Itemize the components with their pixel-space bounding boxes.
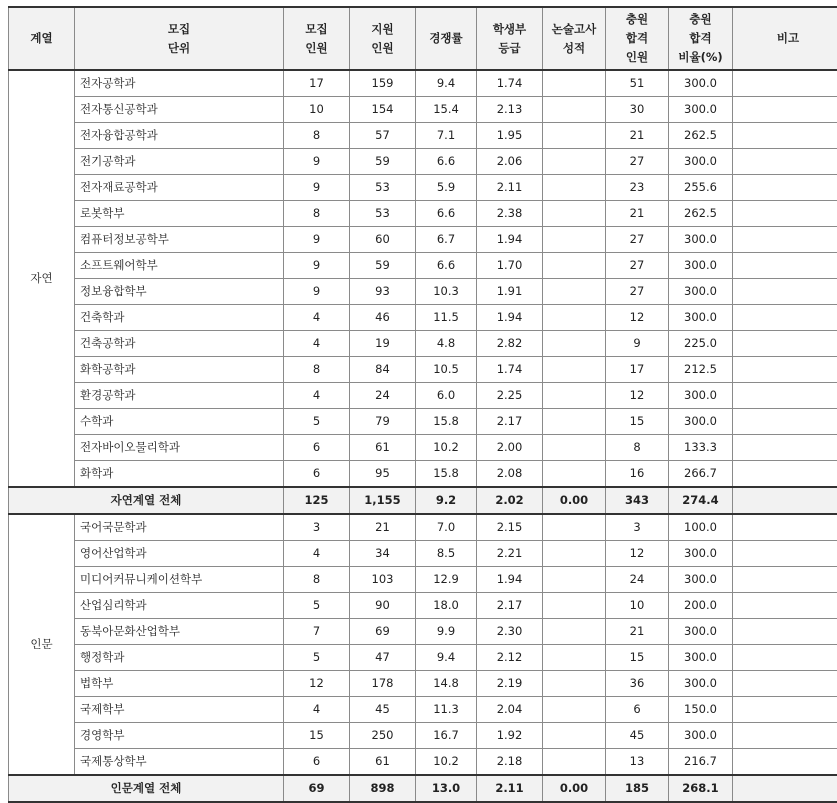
table-row	[9, 514, 837, 541]
note-cell	[733, 409, 837, 435]
note-cell	[733, 514, 837, 541]
passed-cell: 8	[606, 435, 669, 461]
table-body	[9, 70, 837, 802]
competition-cell: 14.8	[416, 671, 477, 697]
competition-cell: 4.8	[416, 331, 477, 357]
passed-cell: 6	[606, 697, 669, 723]
note-cell	[733, 305, 837, 331]
total-passed: 185	[606, 775, 669, 802]
dept-cell: 법학부	[75, 671, 284, 697]
header-competition: 경쟁률	[416, 7, 477, 70]
essay-cell	[543, 305, 606, 331]
total-note	[733, 487, 837, 514]
header-essay: 논술고사 성적	[543, 7, 606, 70]
recruit-cell: 9	[284, 227, 350, 253]
applied-cell: 154	[350, 97, 416, 123]
table-row	[9, 175, 837, 201]
table-row	[9, 461, 837, 488]
ratio-cell: 300.0	[669, 305, 733, 331]
recruit-cell: 4	[284, 697, 350, 723]
passed-cell: 24	[606, 567, 669, 593]
dept-cell: 컴퓨터정보공학부	[75, 227, 284, 253]
passed-cell: 15	[606, 645, 669, 671]
table-row	[9, 253, 837, 279]
passed-cell: 9	[606, 331, 669, 357]
table-row	[9, 671, 837, 697]
passed-cell: 27	[606, 149, 669, 175]
recruit-cell: 4	[284, 305, 350, 331]
applied-cell: 21	[350, 514, 416, 541]
essay-cell	[543, 567, 606, 593]
grade-cell: 2.08	[477, 461, 543, 488]
grade-cell: 1.94	[477, 567, 543, 593]
grade-cell: 2.38	[477, 201, 543, 227]
recruit-cell: 8	[284, 357, 350, 383]
total-grade: 2.11	[477, 775, 543, 802]
ratio-cell: 300.0	[669, 253, 733, 279]
applied-cell: 34	[350, 541, 416, 567]
dept-cell: 전자통신공학과	[75, 97, 284, 123]
competition-cell: 10.2	[416, 435, 477, 461]
note-cell	[733, 97, 837, 123]
note-cell	[733, 279, 837, 305]
dept-cell: 건축공학과	[75, 331, 284, 357]
total-applied: 1,155	[350, 487, 416, 514]
competition-cell: 11.3	[416, 697, 477, 723]
applied-cell: 250	[350, 723, 416, 749]
dept-cell: 화학과	[75, 461, 284, 488]
grade-cell: 2.19	[477, 671, 543, 697]
essay-cell	[543, 70, 606, 97]
header-passed: 충원 합격 인원	[606, 7, 669, 70]
passed-cell: 16	[606, 461, 669, 488]
dept-cell: 국제학부	[75, 697, 284, 723]
essay-cell	[543, 409, 606, 435]
grade-cell: 2.04	[477, 697, 543, 723]
competition-cell: 9.4	[416, 645, 477, 671]
dept-cell: 수학과	[75, 409, 284, 435]
grade-cell: 1.94	[477, 305, 543, 331]
essay-cell	[543, 723, 606, 749]
grade-cell: 1.92	[477, 723, 543, 749]
passed-cell: 27	[606, 279, 669, 305]
grade-cell: 2.12	[477, 645, 543, 671]
competition-cell: 16.7	[416, 723, 477, 749]
grade-cell: 2.18	[477, 749, 543, 776]
dept-cell: 화학공학과	[75, 357, 284, 383]
dept-cell: 행정학과	[75, 645, 284, 671]
essay-cell	[543, 175, 606, 201]
total-ratio: 268.1	[669, 775, 733, 802]
applied-cell: 60	[350, 227, 416, 253]
total-essay: 0.00	[543, 487, 606, 514]
ratio-cell: 200.0	[669, 593, 733, 619]
competition-cell: 7.1	[416, 123, 477, 149]
recruit-cell: 4	[284, 541, 350, 567]
grade-cell: 1.74	[477, 70, 543, 97]
applied-cell: 84	[350, 357, 416, 383]
grade-cell: 1.94	[477, 227, 543, 253]
grade-cell: 2.25	[477, 383, 543, 409]
table-row	[9, 383, 837, 409]
passed-cell: 36	[606, 671, 669, 697]
total-essay: 0.00	[543, 775, 606, 802]
recruit-cell: 8	[284, 123, 350, 149]
ratio-cell: 300.0	[669, 149, 733, 175]
essay-cell	[543, 357, 606, 383]
recruit-cell: 10	[284, 97, 350, 123]
essay-cell	[543, 671, 606, 697]
grade-cell: 1.91	[477, 279, 543, 305]
ratio-cell: 100.0	[669, 514, 733, 541]
table-row	[9, 201, 837, 227]
passed-cell: 23	[606, 175, 669, 201]
table-row	[9, 723, 837, 749]
ratio-cell: 255.6	[669, 175, 733, 201]
header-row	[9, 7, 837, 70]
dept-cell: 국제통상학부	[75, 749, 284, 776]
table-row	[9, 435, 837, 461]
passed-cell: 30	[606, 97, 669, 123]
grade-cell: 2.21	[477, 541, 543, 567]
essay-cell	[543, 593, 606, 619]
total-ratio: 274.4	[669, 487, 733, 514]
total-recruit: 125	[284, 487, 350, 514]
note-cell	[733, 619, 837, 645]
applied-cell: 59	[350, 149, 416, 175]
recruit-cell: 8	[284, 201, 350, 227]
note-cell	[733, 541, 837, 567]
competition-cell: 6.6	[416, 149, 477, 175]
dept-cell: 전자바이오물리학과	[75, 435, 284, 461]
applied-cell: 47	[350, 645, 416, 671]
ratio-cell: 300.0	[669, 723, 733, 749]
recruit-cell: 9	[284, 175, 350, 201]
passed-cell: 12	[606, 383, 669, 409]
dept-cell: 전자재료공학과	[75, 175, 284, 201]
recruit-cell: 8	[284, 567, 350, 593]
table-row	[9, 619, 837, 645]
grade-cell: 2.13	[477, 97, 543, 123]
note-cell	[733, 383, 837, 409]
applied-cell: 90	[350, 593, 416, 619]
ratio-cell: 150.0	[669, 697, 733, 723]
header-ratio: 충원 합격 비율(%)	[669, 7, 733, 70]
applied-cell: 79	[350, 409, 416, 435]
total-label: 인문계열 전체	[9, 775, 284, 802]
grade-cell: 2.06	[477, 149, 543, 175]
total-label: 자연계열 전체	[9, 487, 284, 514]
passed-cell: 13	[606, 749, 669, 776]
essay-cell	[543, 97, 606, 123]
ratio-cell: 300.0	[669, 409, 733, 435]
note-cell	[733, 331, 837, 357]
essay-cell	[543, 383, 606, 409]
note-cell	[733, 697, 837, 723]
note-cell	[733, 749, 837, 776]
table-row	[9, 541, 837, 567]
applied-cell: 61	[350, 749, 416, 776]
table-row	[9, 279, 837, 305]
table-row	[9, 305, 837, 331]
dept-cell: 정보융합학부	[75, 279, 284, 305]
total-competition: 13.0	[416, 775, 477, 802]
recruit-cell: 6	[284, 461, 350, 488]
recruit-cell: 9	[284, 149, 350, 175]
recruit-cell: 12	[284, 671, 350, 697]
note-cell	[733, 357, 837, 383]
ratio-cell: 300.0	[669, 541, 733, 567]
dept-cell: 소프트웨어학부	[75, 253, 284, 279]
passed-cell: 17	[606, 357, 669, 383]
competition-cell: 18.0	[416, 593, 477, 619]
essay-cell	[543, 253, 606, 279]
applied-cell: 95	[350, 461, 416, 488]
dept-cell: 전기공학과	[75, 149, 284, 175]
recruit-cell: 7	[284, 619, 350, 645]
passed-cell: 27	[606, 253, 669, 279]
passed-cell: 12	[606, 541, 669, 567]
total-applied: 898	[350, 775, 416, 802]
competition-cell: 6.6	[416, 253, 477, 279]
recruit-cell: 3	[284, 514, 350, 541]
ratio-cell: 266.7	[669, 461, 733, 488]
competition-cell: 6.7	[416, 227, 477, 253]
total-row	[9, 487, 837, 514]
recruit-cell: 4	[284, 383, 350, 409]
essay-cell	[543, 461, 606, 488]
note-cell	[733, 567, 837, 593]
recruit-cell: 6	[284, 435, 350, 461]
essay-cell	[543, 279, 606, 305]
competition-cell: 8.5	[416, 541, 477, 567]
grade-cell: 1.74	[477, 357, 543, 383]
grade-cell: 1.95	[477, 123, 543, 149]
grade-cell: 2.30	[477, 619, 543, 645]
essay-cell	[543, 227, 606, 253]
competition-cell: 10.3	[416, 279, 477, 305]
essay-cell	[543, 645, 606, 671]
passed-cell: 12	[606, 305, 669, 331]
header-group: 계열	[9, 7, 75, 70]
ratio-cell: 225.0	[669, 331, 733, 357]
ratio-cell: 300.0	[669, 70, 733, 97]
grade-cell: 1.70	[477, 253, 543, 279]
passed-cell: 27	[606, 227, 669, 253]
competition-cell: 6.6	[416, 201, 477, 227]
passed-cell: 51	[606, 70, 669, 97]
competition-cell: 9.9	[416, 619, 477, 645]
dept-cell: 산업심리학과	[75, 593, 284, 619]
grade-cell: 2.11	[477, 175, 543, 201]
passed-cell: 3	[606, 514, 669, 541]
note-cell	[733, 175, 837, 201]
ratio-cell: 216.7	[669, 749, 733, 776]
table-row	[9, 697, 837, 723]
dept-cell: 미디어커뮤니케이션학부	[75, 567, 284, 593]
competition-cell: 7.0	[416, 514, 477, 541]
note-cell	[733, 227, 837, 253]
applied-cell: 19	[350, 331, 416, 357]
passed-cell: 15	[606, 409, 669, 435]
applied-cell: 46	[350, 305, 416, 331]
competition-cell: 12.9	[416, 567, 477, 593]
total-grade: 2.02	[477, 487, 543, 514]
applied-cell: 103	[350, 567, 416, 593]
ratio-cell: 262.5	[669, 123, 733, 149]
table-row	[9, 149, 837, 175]
table-row	[9, 749, 837, 776]
note-cell	[733, 723, 837, 749]
recruit-cell: 6	[284, 749, 350, 776]
header-note: 비고	[733, 7, 837, 70]
table-row	[9, 593, 837, 619]
grade-cell: 2.00	[477, 435, 543, 461]
table-row	[9, 227, 837, 253]
grade-cell: 2.17	[477, 593, 543, 619]
note-cell	[733, 253, 837, 279]
table-row	[9, 645, 837, 671]
table-row	[9, 97, 837, 123]
total-passed: 343	[606, 487, 669, 514]
dept-cell: 건축학과	[75, 305, 284, 331]
essay-cell	[543, 619, 606, 645]
grade-cell: 2.82	[477, 331, 543, 357]
header-applied: 지원 인원	[350, 7, 416, 70]
dept-cell: 전자공학과	[75, 70, 284, 97]
competition-cell: 15.4	[416, 97, 477, 123]
recruit-cell: 9	[284, 253, 350, 279]
applied-cell: 57	[350, 123, 416, 149]
competition-cell: 11.5	[416, 305, 477, 331]
table-row	[9, 331, 837, 357]
ratio-cell: 300.0	[669, 645, 733, 671]
essay-cell	[543, 123, 606, 149]
ratio-cell: 262.5	[669, 201, 733, 227]
total-recruit: 69	[284, 775, 350, 802]
competition-cell: 9.4	[416, 70, 477, 97]
recruit-cell: 5	[284, 593, 350, 619]
dept-cell: 영어산업학과	[75, 541, 284, 567]
applied-cell: 24	[350, 383, 416, 409]
passed-cell: 10	[606, 593, 669, 619]
ratio-cell: 133.3	[669, 435, 733, 461]
table-row	[9, 70, 837, 97]
note-cell	[733, 70, 837, 97]
competition-cell: 10.5	[416, 357, 477, 383]
ratio-cell: 300.0	[669, 671, 733, 697]
table-row	[9, 567, 837, 593]
essay-cell	[543, 541, 606, 567]
admission-results-table	[8, 6, 837, 803]
applied-cell: 69	[350, 619, 416, 645]
ratio-cell: 300.0	[669, 383, 733, 409]
dept-cell: 국어국문학과	[75, 514, 284, 541]
essay-cell	[543, 331, 606, 357]
total-row	[9, 775, 837, 802]
header-unit: 모집 단위	[75, 7, 284, 70]
recruit-cell: 17	[284, 70, 350, 97]
note-cell	[733, 461, 837, 488]
dept-cell: 동북아문화산업학부	[75, 619, 284, 645]
ratio-cell: 300.0	[669, 619, 733, 645]
applied-cell: 159	[350, 70, 416, 97]
header-grade: 학생부 등급	[477, 7, 543, 70]
ratio-cell: 300.0	[669, 97, 733, 123]
passed-cell: 21	[606, 123, 669, 149]
group-cell: 인문	[9, 514, 75, 775]
note-cell	[733, 149, 837, 175]
ratio-cell: 300.0	[669, 567, 733, 593]
essay-cell	[543, 201, 606, 227]
grade-cell: 2.17	[477, 409, 543, 435]
essay-cell	[543, 697, 606, 723]
applied-cell: 45	[350, 697, 416, 723]
recruit-cell: 5	[284, 645, 350, 671]
dept-cell: 로봇학부	[75, 201, 284, 227]
recruit-cell: 5	[284, 409, 350, 435]
passed-cell: 21	[606, 201, 669, 227]
dept-cell: 전자융합공학과	[75, 123, 284, 149]
header-recruit: 모집 인원	[284, 7, 350, 70]
total-note	[733, 775, 837, 802]
applied-cell: 178	[350, 671, 416, 697]
passed-cell: 45	[606, 723, 669, 749]
competition-cell: 5.9	[416, 175, 477, 201]
essay-cell	[543, 749, 606, 776]
competition-cell: 15.8	[416, 409, 477, 435]
table-row	[9, 409, 837, 435]
dept-cell: 환경공학과	[75, 383, 284, 409]
note-cell	[733, 593, 837, 619]
applied-cell: 59	[350, 253, 416, 279]
ratio-cell: 300.0	[669, 227, 733, 253]
table-row	[9, 357, 837, 383]
passed-cell: 21	[606, 619, 669, 645]
applied-cell: 53	[350, 201, 416, 227]
recruit-cell: 15	[284, 723, 350, 749]
ratio-cell: 212.5	[669, 357, 733, 383]
ratio-cell: 300.0	[669, 279, 733, 305]
table-row	[9, 123, 837, 149]
note-cell	[733, 201, 837, 227]
total-competition: 9.2	[416, 487, 477, 514]
applied-cell: 61	[350, 435, 416, 461]
essay-cell	[543, 514, 606, 541]
applied-cell: 93	[350, 279, 416, 305]
note-cell	[733, 435, 837, 461]
essay-cell	[543, 435, 606, 461]
recruit-cell: 9	[284, 279, 350, 305]
note-cell	[733, 645, 837, 671]
competition-cell: 15.8	[416, 461, 477, 488]
group-cell: 자연	[9, 70, 75, 487]
competition-cell: 10.2	[416, 749, 477, 776]
note-cell	[733, 123, 837, 149]
applied-cell: 53	[350, 175, 416, 201]
note-cell	[733, 671, 837, 697]
dept-cell: 경영학부	[75, 723, 284, 749]
grade-cell: 2.15	[477, 514, 543, 541]
essay-cell	[543, 149, 606, 175]
recruit-cell: 4	[284, 331, 350, 357]
competition-cell: 6.0	[416, 383, 477, 409]
